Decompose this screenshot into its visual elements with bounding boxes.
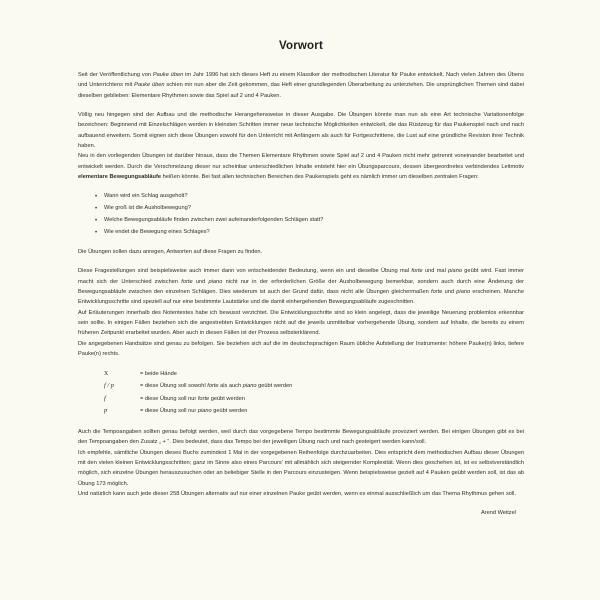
paragraph-6: Auf Erläuterungen innerhalb des Notentextes habe ich bewusst verzichtet. Die Entwicklungsschritte sind so klein angelegt, dass die jeweilige Neuerung problemlos erkennbar sein sollte. In einigen Fällen beziehen sich die angestrebten Entwicklungen nicht auf die jeweils unmittelbar vorhergehende Übung, sondern auf Inhalte, die bereits zu einem früheren Zeitpunkt erarbeitet wurden. Aber auch in diesen Fällen ist der Prozess selbsterklärend. (78, 309, 524, 337)
paragraph-5-text-e: nicht nur in der erforderlichen Größe der Ausholbewegung bemerkbar, sondern auch durch eine Änderung der Bewegungsabläufe zwischen den einzelnen Schlägen. Dies wiederum ist auch der Grund dafür, dass nicht alle Übungen gleichermaßen (78, 278, 524, 295)
paragraph-3-text-b: heißen könnte. Bei fast allen technischen Bereichen des Paukenspiels geht es nämlich immer um dieselben zentralen Fragen: (161, 174, 479, 181)
legend-definition: = beide Hände (140, 371, 177, 378)
paragraph-7: Die angegebenen Handsätze sind genau zu befolgen. Sie beziehen sich auf die im deutschsprachigen Raum übliche Aufstellung der Instrumente: höhere Pauke(n) links, tiefere Pauke(n) rechts. (78, 340, 524, 357)
paragraph-1-italic-1: Pauke üben (152, 72, 184, 78)
legend-definition: = diese Übung soll nur forte geübt werden (140, 395, 245, 402)
paragraph-5-text-b: und mal (422, 268, 449, 275)
paragraph-5-italic-3: forte (181, 278, 193, 285)
paragraph-9: Ich empfehle, sämtliche Übungen dieses Buchs zumindest 1 Mal in der vorgegebenen Reihenfolge durchzuarbeiten. Dies entspricht dem methodischen Aufbau dieser Übungen mit den vielen kleinen Entwicklungsschritten; ganz im Sinne also eines Parcours’ mit allmählich sich steigernder Komplexität. Wenn dies geschehen ist, ist es selbstverständlich möglich, sich einzelne Übungen herauszusuchen oder an beliebiger Stelle in den Parcours einzusteigen. Wenn beispielsweise gezielt auf 4 Pauken geübt werden soll, ist das ab Übung 173 möglich. (78, 449, 524, 487)
legend-italic-forte: forte (197, 395, 210, 402)
list-item (95, 203, 524, 213)
legend-italic-piano: piano (197, 407, 212, 414)
paragraph-1-italic-2: Pauke üben (134, 82, 165, 89)
legend-row (104, 405, 524, 417)
paragraph-5-italic-6: piano (456, 288, 471, 295)
bullet-icon: • (95, 205, 98, 212)
legend-definition: = diese Übung soll sowohl forte als auch piano geübt werden (140, 383, 293, 390)
question-text: Welche Bewegungsabläufe finden zwischen zwei aufeinanderfolgenden Schlägen statt? (104, 217, 324, 224)
legend-symbol: f / p (104, 382, 114, 390)
legend-row (104, 380, 524, 392)
author-signature: Arend Weitzel (480, 509, 516, 516)
paragraph-5-text-c: geübt wird. Fast immer macht sich der Unterschied zwischen (78, 268, 525, 285)
list-item (95, 227, 524, 237)
list-item (95, 191, 524, 201)
legend-italic-piano: piano (242, 383, 257, 390)
paragraph-1-text-b: im Jahr 1996 hat sich dieses Heft zu einem Klassiker der methodischen Literatur für Pauke entwickelt. Nach vielen Jahren des Übens und Unterrichtens mit (78, 72, 525, 89)
legend-symbol: X (104, 371, 109, 378)
paragraph-5-italic-5: forte (431, 288, 443, 295)
paragraph-5 (78, 266, 524, 307)
paragraph-5-italic-2: piano (448, 268, 462, 275)
question-text: Wie endet die Bewegung eines Schlages? (104, 229, 210, 236)
legend-italic-forte: forte (207, 383, 219, 390)
list-item (95, 215, 524, 225)
paragraph-5-text-d: und (192, 278, 209, 285)
legend-symbol: f (104, 394, 106, 402)
paragraph-10: Und natürlich kann auch jede dieser 258 Übungen alternativ auf nur einer einzelnen Pauke geübt werden, wenn es einmal ausschließlich um das Thema Rhythmus gehen soll. (78, 491, 517, 498)
paragraph-3-bold: elementare Bewegungsabläufe (78, 174, 162, 181)
paragraph-8: Auch die Tempoangaben sollten genau befolgt werden, weil durch das vorgegebene Tempo bestimmte Bewegungsabläufe provoziert werden. Bei einigen Übungen gibt es bei den Tempoangaben den Zusatz „ + “. Dies bedeutet, dass das Tempo bei der jeweiligen Übung nach und nach gesteigert werden kann/soll. (78, 429, 524, 446)
question-text: Wann wird ein Schlag ausgeholt? (104, 193, 188, 200)
paragraph-5-text-a: Diese Fragestellungen sind beispielsweise auch immer dann von entscheidender Bedeutung, wenn ein und dieselbe Übung mal (78, 268, 412, 275)
paragraph-4: Die Übungen sollen dazu anregen, Antworten auf diese Fragen zu finden. (78, 248, 263, 255)
bullet-icon: • (95, 193, 98, 200)
paragraph-3-text-a: Neu in den vorliegenden Übungen ist darüber hinaus, dass die Themen Elementare Rhythmen sowie Spiel auf 2 und 4 Pauken nicht mehr getrennt voneinander bearbeitet und entwickelt werden. Durch die Verschmelzung dieser nur scheinbar unterschiedlichen Inhalte entsteht hier ein Übungsparcours, dessen übergeordnetes verbindendes Leitmotiv (78, 153, 524, 170)
paragraph-5-text-g: erscheinen. Manche Entwicklungsschritte sind speziell auf nur eine bestimmte Lautstärke und die damit einhergehenden Bewegungsabläufe zugeschnitten. (78, 288, 524, 306)
page-content (78, 40, 524, 518)
bullet-icon: • (95, 217, 98, 224)
paragraph-5-italic-1: forte (411, 268, 423, 275)
symbol-legend (78, 369, 524, 417)
bullet-icon: • (95, 229, 98, 236)
legend-symbol: p (104, 406, 108, 414)
legend-definition: = diese Übung soll nur piano geübt werden (140, 407, 248, 414)
paragraph-3 (78, 151, 524, 182)
paragraph-5-italic-4: piano (208, 278, 223, 285)
paragraph-1-text-c: schien mir nun aber die Zeit gekommen, das Heft einer grundlegenden Überarbeitung zu unterziehen. Die ursprünglichen Themen sind dabei dieselben geblieben: Elementare Rhythmen sowie das Spiel auf 2 und 4 Pauken. (78, 82, 524, 99)
paragraph-2: Völlig neu hingegen sind der Aufbau und die methodische Herangehensweise in dieser Ausgabe. Die Übungen könnte man nun als eine Art technische Variationenfolge bezeichnen: Beginnend mit Einzelschlägen werden in kleinsten Schritten immer neue technische Möglichkeiten entwickelt, die das Rüstzeug für das Paukenspiel nach und nach aufbauend erweitern. Somit eignen sich diese Übungen sowohl für den Unterricht mit Anfängern als auch für Fortgeschrittene, die Lust auf eine gründliche Revision ihrer Technik haben. (78, 112, 524, 150)
paragraph-1 (78, 70, 524, 101)
page-title: Vorwort (279, 40, 323, 52)
question-text: Wie groß ist die Ausholbewegung? (104, 205, 191, 212)
paragraph-5-text-f: und (442, 288, 457, 295)
legend-row (104, 393, 524, 405)
central-questions-list (78, 191, 524, 237)
paragraph-1-text-a: Seit der Veröffentlichung von (78, 72, 153, 78)
legend-row (104, 369, 524, 380)
